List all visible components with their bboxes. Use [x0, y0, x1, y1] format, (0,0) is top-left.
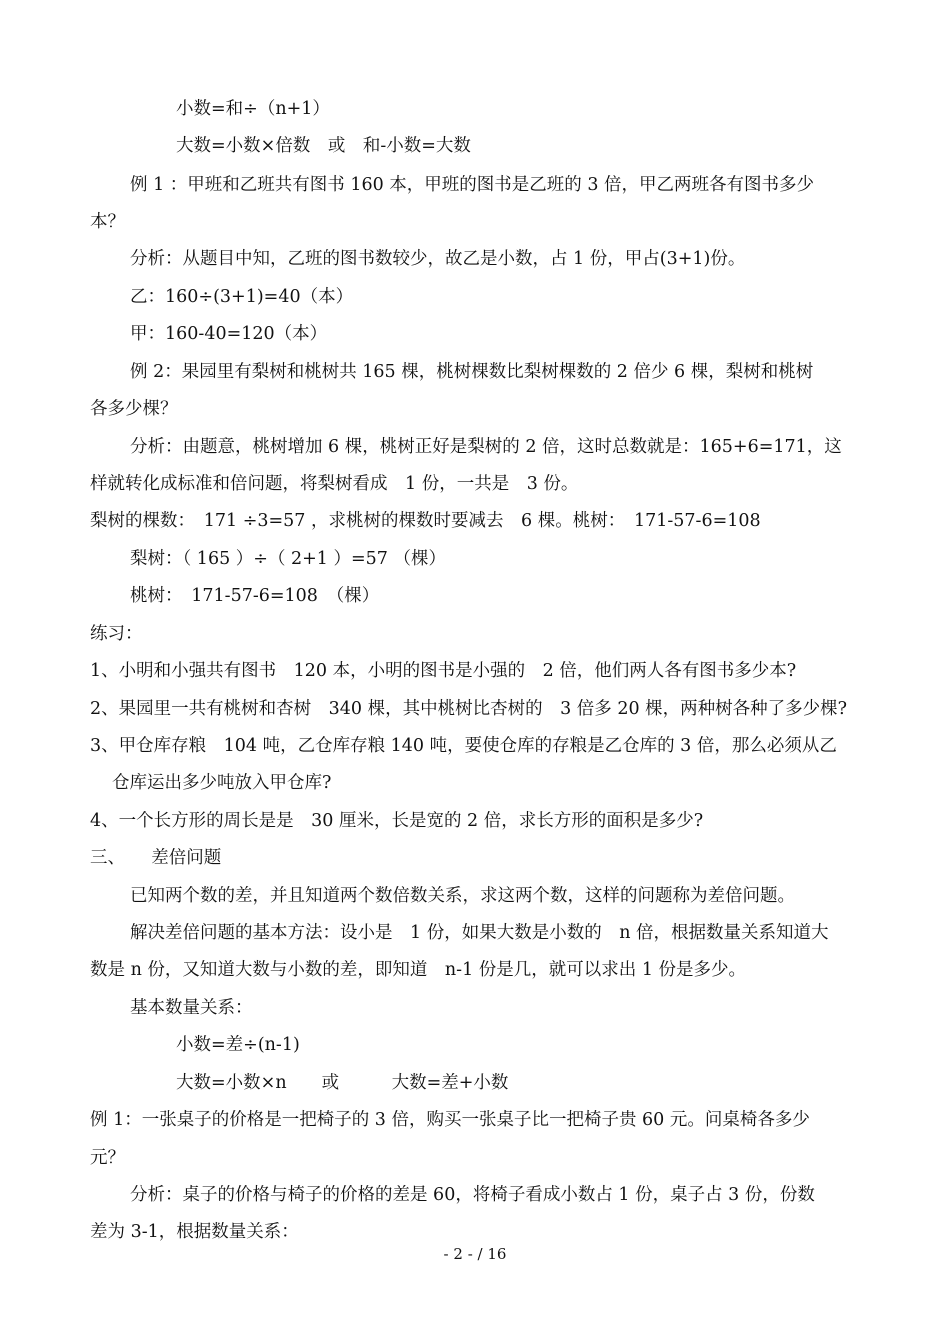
exercise-item-continued: 仓库运出多少吨放入甲仓库?: [112, 773, 332, 793]
analysis-line: 样就转化成标准和倍问题，将梨树看成 1 份，一共是 3 份。: [90, 474, 579, 494]
example-line: 元？: [90, 1148, 125, 1168]
section-heading: 练习：: [90, 624, 143, 644]
exercise-item: 2、果园里一共有桃树和杏树 340 棵，其中桃树比杏树的 3 倍多 20 棵，两种树各种了多少棵?: [90, 699, 848, 719]
analysis-line: 分析：由题意，桃树增加 6 棵，桃树正好是梨树的 2 倍，这时总数就是：165+6=171，这: [130, 437, 842, 457]
analysis-line: 差为 3-1，根据数量关系：: [90, 1222, 299, 1242]
paragraph-line: 基本数量关系：: [130, 998, 253, 1018]
example-line: 例 2：果园里有梨树和桃树共 165 棵，桃树棵数比梨树棵数的 2 倍少 6 棵，梨树和桃树: [130, 362, 814, 382]
section-heading: 三、 差倍问题: [90, 848, 222, 868]
paragraph-line: 数是 n 份，又知道大数与小数的差，即知道 n-1 份是几，就可以求出 1 份是多少。: [90, 960, 747, 980]
analysis-line: 分析：桌子的价格与椅子的价格的差是 60，将椅子看成小数占 1 份，桌子占 3 份，份数: [130, 1185, 815, 1205]
exercise-item: 4、一个长方形的周长是是 30 厘米，长是宽的 2 倍，求长方形的面积是多少?: [90, 811, 704, 831]
solution-line: 梨树：（ 165 ）÷（ 2+1 ）=57 （棵）: [130, 549, 446, 569]
analysis-line: 分析：从题目中知，乙班的图书数较少，故乙是小数，占 1 份，甲占(3+1)份。: [130, 249, 746, 269]
paragraph-line: 解决差倍问题的基本方法：设小是 1 份，如果大数是小数的 n 倍，根据数量关系知道大: [130, 923, 829, 943]
example-line: 各多少棵？: [90, 399, 178, 419]
formula-line: 小数=和÷（n+1）: [176, 99, 330, 119]
solution-line: 甲：160-40=120（本）: [130, 324, 328, 344]
formula-line: 大数=小数×倍数 或 和-小数=大数: [176, 136, 471, 156]
formula-line: 小数=差÷(n-1): [176, 1035, 300, 1055]
page-number: - 2 - / 16: [443, 1245, 507, 1263]
example-line: 本？: [90, 212, 125, 232]
solution-line: 乙：160÷(3+1)=40（本）: [130, 287, 354, 307]
paragraph-line: 已知两个数的差，并且知道两个数倍数关系，求这两个数，这样的问题称为差倍问题。: [130, 886, 795, 906]
analysis-line: 梨树的棵数： 171 ÷3=57 ，求桃树的棵数时要减去 6 棵。桃树： 171-57-6=108: [90, 511, 761, 531]
exercise-item: 3、甲仓库存粮 104 吨，乙仓库存粮 140 吨，要使仓库的存粮是乙仓库的 3 倍，那么必须从乙: [90, 736, 837, 756]
solution-line: 桃树： 171-57-6=108 （棵）: [130, 586, 380, 606]
exercise-item: 1、小明和小强共有图书 120 本，小明的图书是小强的 2 倍，他们两人各有图书多少本?: [90, 661, 797, 681]
formula-line: 大数=小数×n 或 大数=差+小数: [176, 1073, 509, 1093]
example-line: 例 1 ：甲班和乙班共有图书 160 本，甲班的图书是乙班的 3 倍，甲乙两班各有图书多少: [130, 175, 815, 195]
example-line: 例 1：一张桌子的价格是一把椅子的 3 倍，购买一张桌子比一把椅子贵 60 元。问桌椅各多少: [90, 1110, 810, 1130]
